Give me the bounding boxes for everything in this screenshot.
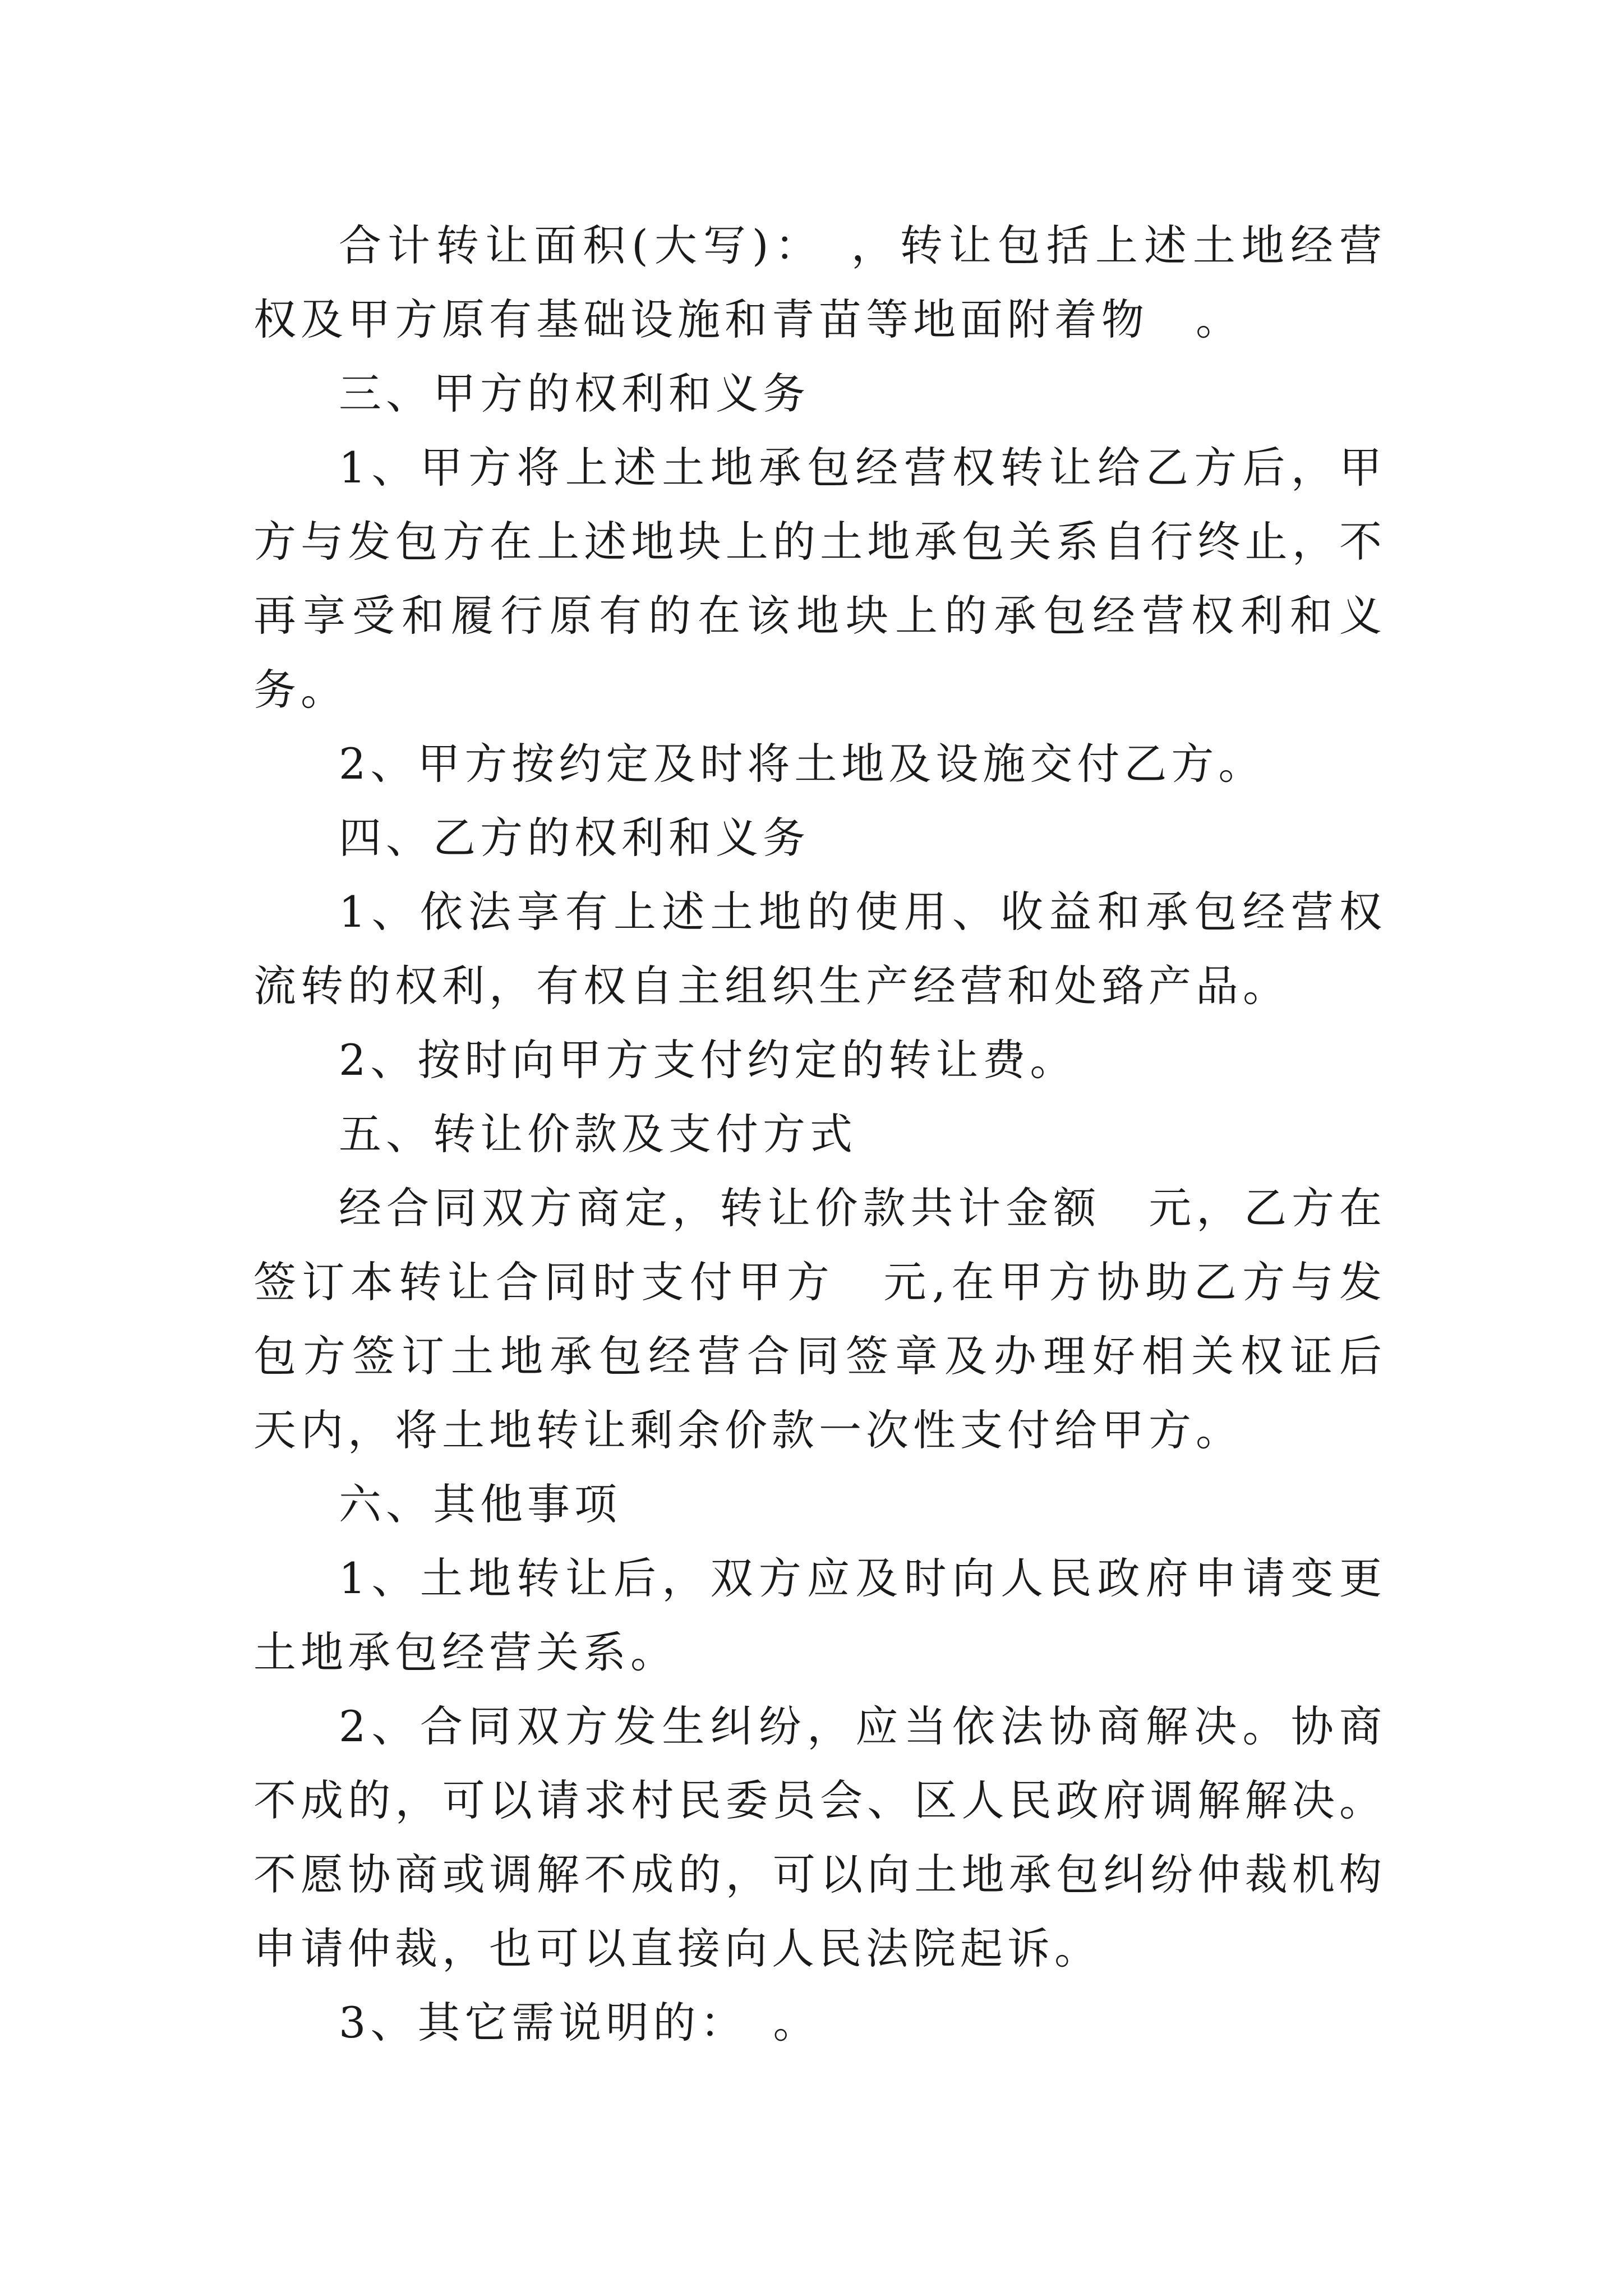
section-heading-party-b-rights: 四、乙方的权利和义务 [339,813,810,863]
paragraph-party-a-clause-2: 2、甲方按约定及时将土地及设施交付乙方。 [339,739,1266,789]
paragraph-party-b-clause-1: 1、依法享有上述土地的使用、收益和承包经营权流转的权利，有权自主组织生产经营和处臵产品。 [253,887,1386,1011]
section-heading-party-a-rights: 三、甲方的权利和义务 [339,369,810,418]
paragraph-total-area: 合计转让面积(大写)： ，转让包括上述土地经营权及甲方原有基础设施和青苗等地面附着物 。 [253,220,1386,344]
paragraph-other-clause-1: 1、土地转让后，双方应及时向人民政府申请变更土地承包经营关系。 [253,1553,1386,1677]
paragraph-payment-terms: 经合同双方商定，转让价款共计金额 元，乙方在签订本转让合同时支付甲方 元,在甲方协助乙方与发包方签订土地承包经营合同签章及办理好相关权证后 天内，将土地转让剩余价款一次性支付给甲方。 [253,1183,1433,1455]
paragraph-party-b-clause-2: 2、按时向甲方支付约定的转让费。 [339,1035,1077,1085]
section-heading-payment: 五、转让价款及支付方式 [339,1109,857,1159]
paragraph-party-a-clause-1: 1、甲方将上述土地承包经营权转让给乙方后，甲方与发包方在上述地块上的土地承包关系自行终止，不再享受和履行原有的在该地块上的承包经营权利和义务。 [253,443,1386,715]
paragraph-other-clause-2: 2、合同双方发生纠纷，应当依法协商解决。协商不成的，可以请求村民委员会、区人民政府调解解决。不愿协商或调解不成的，可以向土地承包纠纷仲裁机构申请仲裁，也可以直接向人民法院起诉。 [253,1701,1386,1973]
paragraph-other-clause-3: 3、其它需说明的： 。 [339,1998,820,2047]
section-heading-other-matters: 六、其他事项 [339,1479,621,1529]
document-body [253,209,1433,2060]
